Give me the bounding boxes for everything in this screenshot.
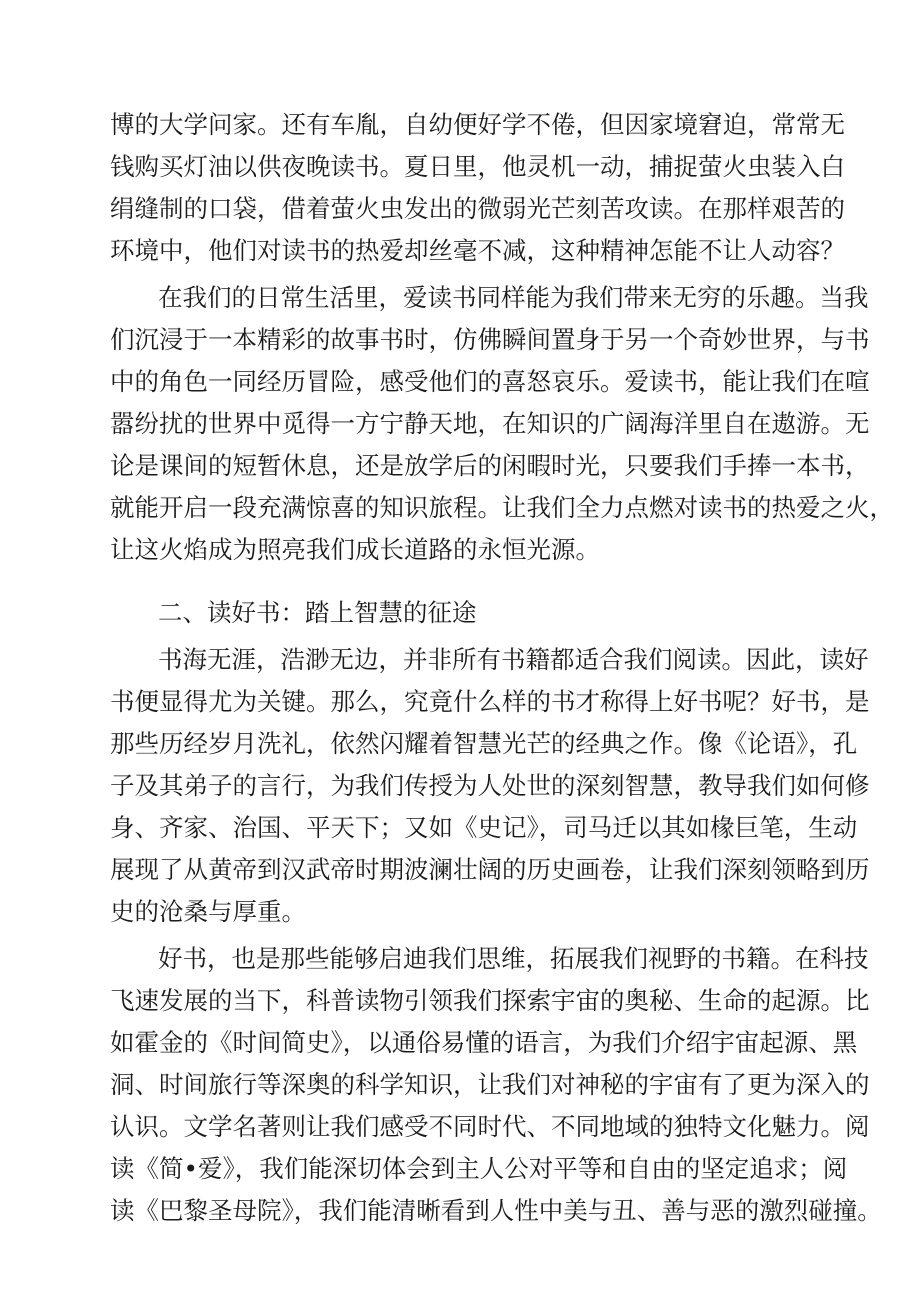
text-line: 身、齐家、治国、平天下；又如《史记》，司马迁以其如椽巨笔，生动 <box>110 813 858 842</box>
text-line: 飞速发展的当下，科普读物引领我们探索宇宙的奥秘、生命的起源。比 <box>110 986 870 1015</box>
text-line: 好书，也是那些能够启迪我们思维，拓展我们视野的书籍。在科技 <box>158 944 869 973</box>
text-line: 就能开启一段充满惊喜的知识旅程。让我们全力点燃对读书的热爱之火， <box>110 493 894 522</box>
text-line: 如霍金的《时间简史》，以通俗易懂的语言，为我们介绍宇宙起源、黑 <box>110 1028 858 1057</box>
text-line: 钱购买灯油以供夜晚读书。夏日里，他灵机一动，捕捉萤火虫装入白 <box>110 152 845 181</box>
section-heading: 二、读好书：踏上智慧的征途 <box>158 598 477 627</box>
text-line: 在我们的日常生活里，爱读书同样能为我们带来无穷的乐趣。当我 <box>158 283 869 312</box>
text-line: 书便显得尤为关键。那么，究竟什么样的书才称得上好书呢？好书，是 <box>110 687 870 716</box>
text-line: 读《简•爱》，我们能深切体会到主人公对平等和自由的坚定追求；阅 <box>110 1154 848 1183</box>
text-line: 那些历经岁月洗礼，依然闪耀着智慧光芒的经典之作。像《论语》，孔 <box>110 729 858 758</box>
text-line: 绢缝制的口袋，借着萤火虫发出的微弱光芒刻苦攻读。在那样艰苦的 <box>110 194 845 223</box>
text-line: 论是课间的短暂休息，还是放学后的闲暇时光，只要我们手捧一本书， <box>110 451 870 480</box>
text-line: 们沉浸于一本精彩的故事书时，仿佛瞬间置身于另一个奇妙世界，与书 <box>110 325 870 354</box>
text-line: 认识。文学名著则让我们感受不同时代、不同地域的独特文化魅力。阅 <box>110 1112 870 1141</box>
text-line: 洞、时间旅行等深奥的科学知识，让我们对神秘的宇宙有了更为深入的 <box>110 1070 870 1099</box>
text-line: 中的角色一同经历冒险，感受他们的喜怒哀乐。爱读书，能让我们在喧 <box>110 367 870 396</box>
text-line: 书海无涯，浩渺无边，并非所有书籍都适合我们阅读。因此，读好 <box>158 645 869 674</box>
text-line: 展现了从黄帝到汉武帝时期波澜壮阔的历史画卷，让我们深刻领略到历 <box>110 855 870 884</box>
text-line: 史的沧桑与厚重。 <box>110 897 306 926</box>
text-line: 嚣纷扰的世界中觅得一方宁静天地，在知识的广阔海洋里自在遨游。无 <box>110 409 870 438</box>
text-line: 子及其弟子的言行，为我们传授为人处世的深刻智慧，教导我们如何修 <box>110 771 870 800</box>
text-line: 让这火焰成为照亮我们成长道路的永恒光源。 <box>110 535 600 564</box>
text-line: 读《巴黎圣母院》，我们能清晰看到人性中美与丑、善与恶的激烈碰撞。 <box>110 1196 882 1225</box>
text-line: 博的大学问家。还有车胤，自幼便好学不倦，但因家境窘迫，常常无 <box>110 110 845 139</box>
text-line: 环境中，他们对读书的热爱却丝毫不减，这种精神怎能不让人动容？ <box>110 236 845 265</box>
